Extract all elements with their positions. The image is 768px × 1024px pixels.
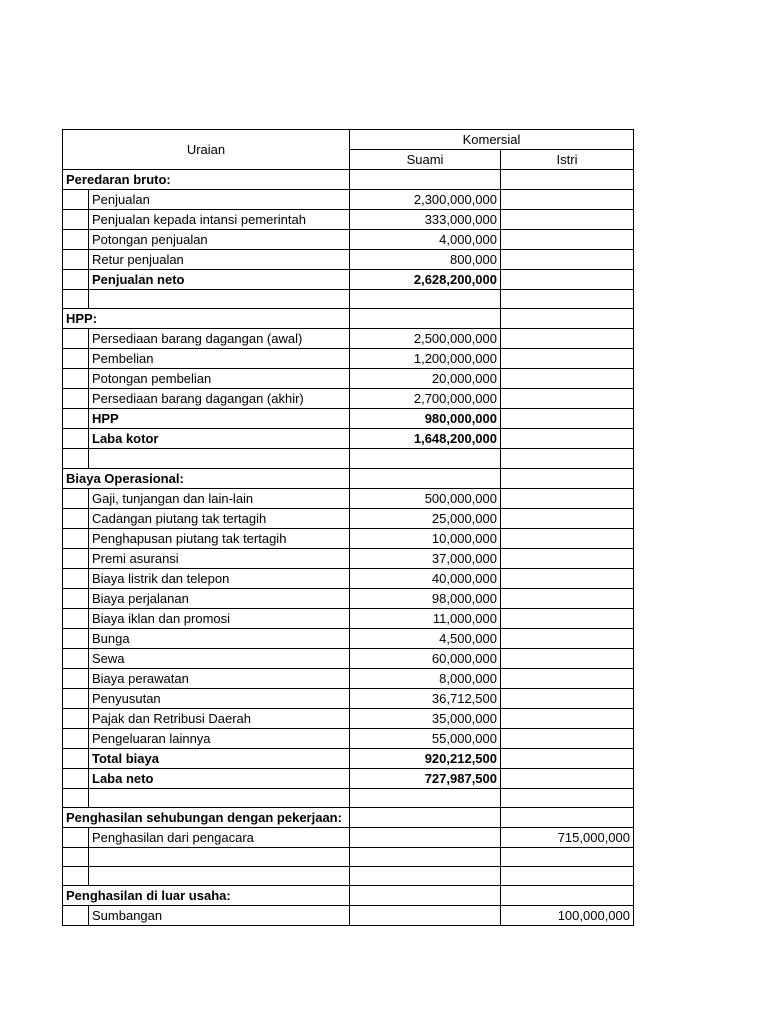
indent-cell xyxy=(63,488,89,508)
istri-value xyxy=(501,488,634,508)
table-row xyxy=(63,449,634,468)
indent-cell xyxy=(63,409,89,429)
suami-value: 4,000,000 xyxy=(350,230,501,250)
indent-cell xyxy=(63,628,89,648)
istri-value xyxy=(501,389,634,409)
istri-value xyxy=(501,628,634,648)
row-label: Biaya perawatan xyxy=(89,668,350,688)
table-row xyxy=(63,827,634,847)
header-row-1 xyxy=(63,130,634,150)
row-label: Biaya listrik dan telepon xyxy=(89,568,350,588)
suami-value: 36,712,500 xyxy=(350,688,501,708)
suami-value: 2,700,000,000 xyxy=(350,389,501,409)
indent-cell xyxy=(63,648,89,668)
row-label: Total biaya xyxy=(89,748,350,768)
row-label: Penyusutan xyxy=(89,688,350,708)
indent-cell xyxy=(63,867,89,886)
suami-value: 2,500,000,000 xyxy=(350,329,501,349)
indent-cell xyxy=(63,827,89,847)
istri-value xyxy=(501,429,634,449)
suami-value: 2,628,200,000 xyxy=(350,270,501,290)
istri-value xyxy=(501,748,634,768)
suami-value xyxy=(350,886,501,906)
row-label: Premi asuransi xyxy=(89,548,350,568)
suami-value: 4,500,000 xyxy=(350,628,501,648)
istri-value xyxy=(501,608,634,628)
suami-value: 1,200,000,000 xyxy=(350,349,501,369)
suami-value: 920,212,500 xyxy=(350,748,501,768)
row-label: Sumbangan xyxy=(89,906,350,926)
istri-value xyxy=(501,409,634,429)
istri-value xyxy=(501,708,634,728)
istri-value xyxy=(501,847,634,866)
suami-value xyxy=(350,827,501,847)
table-row xyxy=(63,508,634,528)
table-row xyxy=(63,210,634,230)
row-label: Cadangan piutang tak tertagih xyxy=(89,508,350,528)
istri-value: 100,000,000 xyxy=(501,906,634,926)
indent-cell xyxy=(63,270,89,290)
istri-value xyxy=(501,807,634,827)
row-label: Penghapusan piutang tak tertagih xyxy=(89,528,350,548)
istri-value xyxy=(501,329,634,349)
istri-value xyxy=(501,309,634,329)
suami-value xyxy=(350,290,501,309)
indent-cell xyxy=(63,548,89,568)
row-label xyxy=(89,290,350,309)
istri-value xyxy=(501,210,634,230)
istri-value xyxy=(501,449,634,468)
row-label xyxy=(89,847,350,866)
table-row xyxy=(63,847,634,866)
income-statement-table xyxy=(62,129,634,926)
table-row xyxy=(63,668,634,688)
suami-value: 1,648,200,000 xyxy=(350,429,501,449)
table-row xyxy=(63,528,634,548)
suami-value: 20,000,000 xyxy=(350,369,501,389)
table-row xyxy=(63,748,634,768)
table-row xyxy=(63,628,634,648)
suami-value: 55,000,000 xyxy=(350,728,501,748)
table-row xyxy=(63,648,634,668)
row-label xyxy=(89,449,350,468)
row-label: Pembelian xyxy=(89,349,350,369)
row-label: Potongan penjualan xyxy=(89,230,350,250)
row-label xyxy=(89,788,350,807)
table-row xyxy=(63,488,634,508)
suami-value: 500,000,000 xyxy=(350,488,501,508)
row-label: Penjualan neto xyxy=(89,270,350,290)
suami-value xyxy=(350,906,501,926)
istri-value xyxy=(501,190,634,210)
row-label: Sewa xyxy=(89,648,350,668)
istri-value xyxy=(501,548,634,568)
section-label: Biaya Operasional: xyxy=(63,468,350,488)
suami-value: 333,000,000 xyxy=(350,210,501,230)
istri-value xyxy=(501,230,634,250)
suami-value xyxy=(350,788,501,807)
indent-cell xyxy=(63,250,89,270)
indent-cell xyxy=(63,568,89,588)
suami-value xyxy=(350,449,501,468)
header-uraian: Uraian xyxy=(63,130,350,170)
indent-cell xyxy=(63,290,89,309)
istri-value xyxy=(501,768,634,788)
table-row xyxy=(63,807,634,827)
table-row xyxy=(63,688,634,708)
istri-value xyxy=(501,170,634,190)
indent-cell xyxy=(63,190,89,210)
istri-value xyxy=(501,588,634,608)
suami-value xyxy=(350,867,501,886)
istri-value xyxy=(501,290,634,309)
indent-cell xyxy=(63,668,89,688)
istri-value: 715,000,000 xyxy=(501,827,634,847)
table-row xyxy=(63,548,634,568)
table-row xyxy=(63,568,634,588)
table-row xyxy=(63,349,634,369)
indent-cell xyxy=(63,230,89,250)
header-istri: Istri xyxy=(501,150,634,170)
table-row xyxy=(63,867,634,886)
row-label: Biaya perjalanan xyxy=(89,588,350,608)
indent-cell xyxy=(63,588,89,608)
header-suami: Suami xyxy=(350,150,501,170)
table-row xyxy=(63,728,634,748)
indent-cell xyxy=(63,389,89,409)
indent-cell xyxy=(63,906,89,926)
indent-cell xyxy=(63,688,89,708)
table-row xyxy=(63,608,634,628)
suami-value: 35,000,000 xyxy=(350,708,501,728)
istri-value xyxy=(501,508,634,528)
row-label xyxy=(89,867,350,886)
istri-value xyxy=(501,728,634,748)
istri-value xyxy=(501,369,634,389)
table-row xyxy=(63,270,634,290)
suami-value xyxy=(350,847,501,866)
suami-value xyxy=(350,170,501,190)
indent-cell xyxy=(63,528,89,548)
row-label: Pengeluaran lainnya xyxy=(89,728,350,748)
indent-cell xyxy=(63,748,89,768)
table-row xyxy=(63,768,634,788)
row-label: HPP xyxy=(89,409,350,429)
suami-value: 980,000,000 xyxy=(350,409,501,429)
table-row xyxy=(63,588,634,608)
section-label: HPP: xyxy=(63,309,350,329)
istri-value xyxy=(501,468,634,488)
istri-value xyxy=(501,867,634,886)
istri-value xyxy=(501,349,634,369)
section-label: Penghasilan sehubungan dengan pekerjaan: xyxy=(63,807,350,827)
istri-value xyxy=(501,668,634,688)
indent-cell xyxy=(63,768,89,788)
suami-value: 37,000,000 xyxy=(350,548,501,568)
table-row xyxy=(63,230,634,250)
indent-cell xyxy=(63,508,89,528)
indent-cell xyxy=(63,429,89,449)
row-label: Retur penjualan xyxy=(89,250,350,270)
table-row xyxy=(63,468,634,488)
istri-value xyxy=(501,688,634,708)
row-label: Penjualan kepada intansi pemerintah xyxy=(89,210,350,230)
suami-value xyxy=(350,309,501,329)
suami-value: 25,000,000 xyxy=(350,508,501,528)
istri-value xyxy=(501,528,634,548)
row-label: Potongan pembelian xyxy=(89,369,350,389)
indent-cell xyxy=(63,608,89,628)
table-row xyxy=(63,329,634,349)
istri-value xyxy=(501,568,634,588)
row-label: Persediaan barang dagangan (awal) xyxy=(89,329,350,349)
indent-cell xyxy=(63,369,89,389)
row-label: Laba kotor xyxy=(89,429,350,449)
indent-cell xyxy=(63,847,89,866)
section-label: Penghasilan di luar usaha: xyxy=(63,886,350,906)
row-label: Bunga xyxy=(89,628,350,648)
istri-value xyxy=(501,270,634,290)
row-label: Persediaan barang dagangan (akhir) xyxy=(89,389,350,409)
suami-value: 98,000,000 xyxy=(350,588,501,608)
table-row xyxy=(63,190,634,210)
suami-value xyxy=(350,468,501,488)
table-row xyxy=(63,309,634,329)
indent-cell xyxy=(63,449,89,468)
table-row xyxy=(63,170,634,190)
row-label: Laba neto xyxy=(89,768,350,788)
indent-cell xyxy=(63,728,89,748)
suami-value: 40,000,000 xyxy=(350,568,501,588)
suami-value: 10,000,000 xyxy=(350,528,501,548)
indent-cell xyxy=(63,210,89,230)
row-label: Penghasilan dari pengacara xyxy=(89,827,350,847)
istri-value xyxy=(501,788,634,807)
suami-value: 800,000 xyxy=(350,250,501,270)
row-label: Gaji, tunjangan dan lain-lain xyxy=(89,488,350,508)
table-row xyxy=(63,708,634,728)
indent-cell xyxy=(63,788,89,807)
section-label: Peredaran bruto: xyxy=(63,170,350,190)
table-row xyxy=(63,409,634,429)
istri-value xyxy=(501,648,634,668)
istri-value xyxy=(501,886,634,906)
row-label: Pajak dan Retribusi Daerah xyxy=(89,708,350,728)
suami-value xyxy=(350,807,501,827)
table-row xyxy=(63,389,634,409)
indent-cell xyxy=(63,349,89,369)
table-row xyxy=(63,788,634,807)
istri-value xyxy=(501,250,634,270)
suami-value: 727,987,500 xyxy=(350,768,501,788)
suami-value: 11,000,000 xyxy=(350,608,501,628)
table-row xyxy=(63,290,634,309)
row-label: Biaya iklan dan promosi xyxy=(89,608,350,628)
row-label: Penjualan xyxy=(89,190,350,210)
table-row xyxy=(63,906,634,926)
table-row xyxy=(63,886,634,906)
suami-value: 60,000,000 xyxy=(350,648,501,668)
suami-value: 2,300,000,000 xyxy=(350,190,501,210)
table-row xyxy=(63,250,634,270)
indent-cell xyxy=(63,329,89,349)
indent-cell xyxy=(63,708,89,728)
header-komersial: Komersial xyxy=(350,130,634,150)
suami-value: 8,000,000 xyxy=(350,668,501,688)
table-row xyxy=(63,429,634,449)
table-row xyxy=(63,369,634,389)
